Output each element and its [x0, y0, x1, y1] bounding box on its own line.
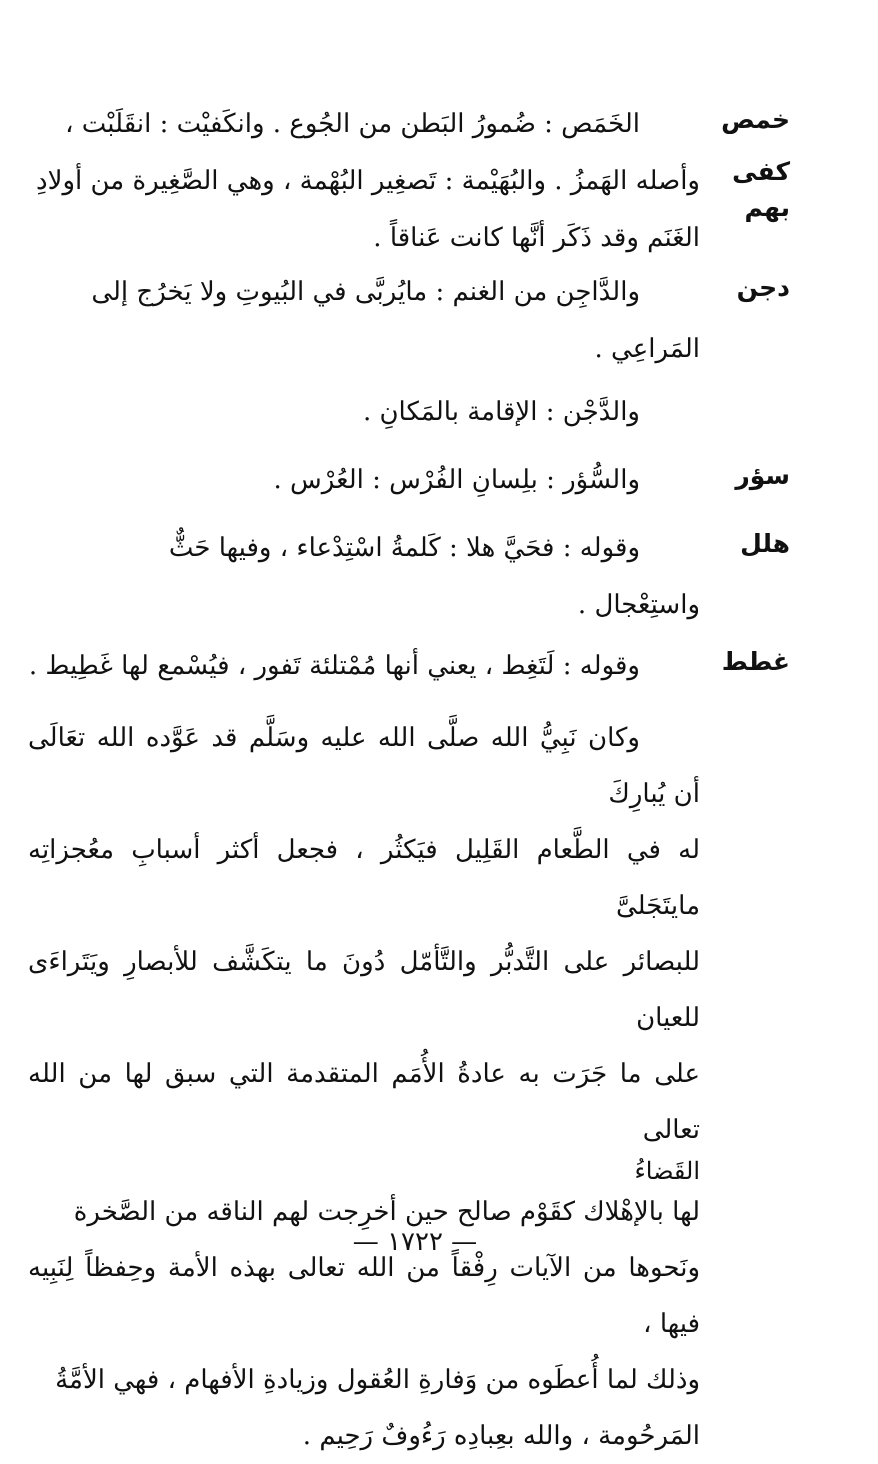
- text-line: واستِعْجال .: [577, 590, 700, 620]
- text-line: وأصله الهَمزُ . والبُهَيْمة : تَصغِير البُهْمة ، وهي الصَّغِيرة من أولادِ: [36, 166, 700, 196]
- text-line: المَراعِي .: [594, 334, 700, 364]
- text-line: له في الطَّعام القَلِيل فيَكثُر ، فجعل أكثر أسبابِ معُجزاتِه مايتَجَلىَّ: [28, 835, 700, 921]
- text-line: وقوله : لَتَغِط ، يعني أنها مُمْتلئة تَفور ، فيُسْمع لها غَطِيط .: [28, 651, 640, 681]
- entry-text-suar: [28, 452, 700, 509]
- text-line: وكان نَبِيُّ الله صلَّى الله عليه وسَلَّم قد عَوَّده الله تعَالَى أن يُبارِكَ: [28, 723, 700, 809]
- text-line: ونَحوها من الآيات رِفْقاً من الله تعالى بهذه الأمة وحِفظاً لِنَبِيه فيها ،: [28, 1253, 700, 1339]
- entry-text-khamas: [28, 96, 700, 267]
- text-line: وذلك لما أُعطَوه من وَفارةِ العُقول وزيادةِ الأفهام ، فهي الأمَّةُ: [55, 1365, 700, 1395]
- root-stack-kafa-baham: [710, 154, 790, 226]
- text-line: لها بالإهْلاك كقَوْم صالح حين أخرِجت لهم الناقه من الصَّخرة: [73, 1197, 700, 1227]
- root-word-ghatat: غطط: [721, 647, 790, 676]
- root-word-kafa: كفى: [732, 157, 790, 186]
- entry-text-ghatat: [28, 638, 700, 695]
- commentary-paragraph: [28, 710, 700, 1464]
- text-line: وقوله : فحَيَّ هلا : كَلمةُ اسْتِدْعاء ، وفيها حَثٌّ: [168, 533, 640, 563]
- text-line: القَضاءُ: [634, 1157, 700, 1185]
- entry-text-dajn-sub: [28, 384, 700, 441]
- root-word-halal: هلل: [740, 529, 790, 558]
- text-line: الغَنَم وقد ذَكَر أنَّها كانت عَناقاً .: [373, 223, 700, 253]
- text-line: للبصائر على التَّدبُّر والتَّأمّل دُونَ ما يتكَشَّف للأبصارِ ويَتَراءَى للعيان: [28, 947, 700, 1033]
- entry-text-dajan: [28, 264, 700, 378]
- root-word-khamas: خمص: [721, 105, 790, 134]
- root-word-baham: بهم: [744, 193, 790, 222]
- text-line: والدَّجْن : الإقامة بالمَكانِ .: [362, 397, 640, 427]
- text-line: والدَّاجِن من الغنم : مايُربَّى في البُيوتِ ولا يَخرُج إلى: [91, 277, 640, 307]
- text-line: المَرحُومة ، والله بعِبادِه رَءُوفٌ رَحِيم .: [302, 1421, 700, 1451]
- root-word-suar: سؤر: [735, 461, 790, 490]
- page-number: [0, 1222, 830, 1262]
- entry-text-halal: [28, 520, 700, 634]
- root-word-dajan: دجن: [736, 273, 790, 302]
- text-line: الخَمَص : ضُمورُ البَطن من الجُوع . وانكَفيْت : انقَلَبْت ،: [65, 109, 640, 139]
- page-number-text: — ١٧٢٢ —: [352, 1227, 478, 1257]
- text-line: والسُّؤر : بلِسانِ الفُرْس : العُرْس .: [273, 465, 640, 495]
- text-line: على ما جَرَت به عادةُ الأُمَم المتقدمة التي سبق لها من الله تعالى: [28, 1059, 700, 1145]
